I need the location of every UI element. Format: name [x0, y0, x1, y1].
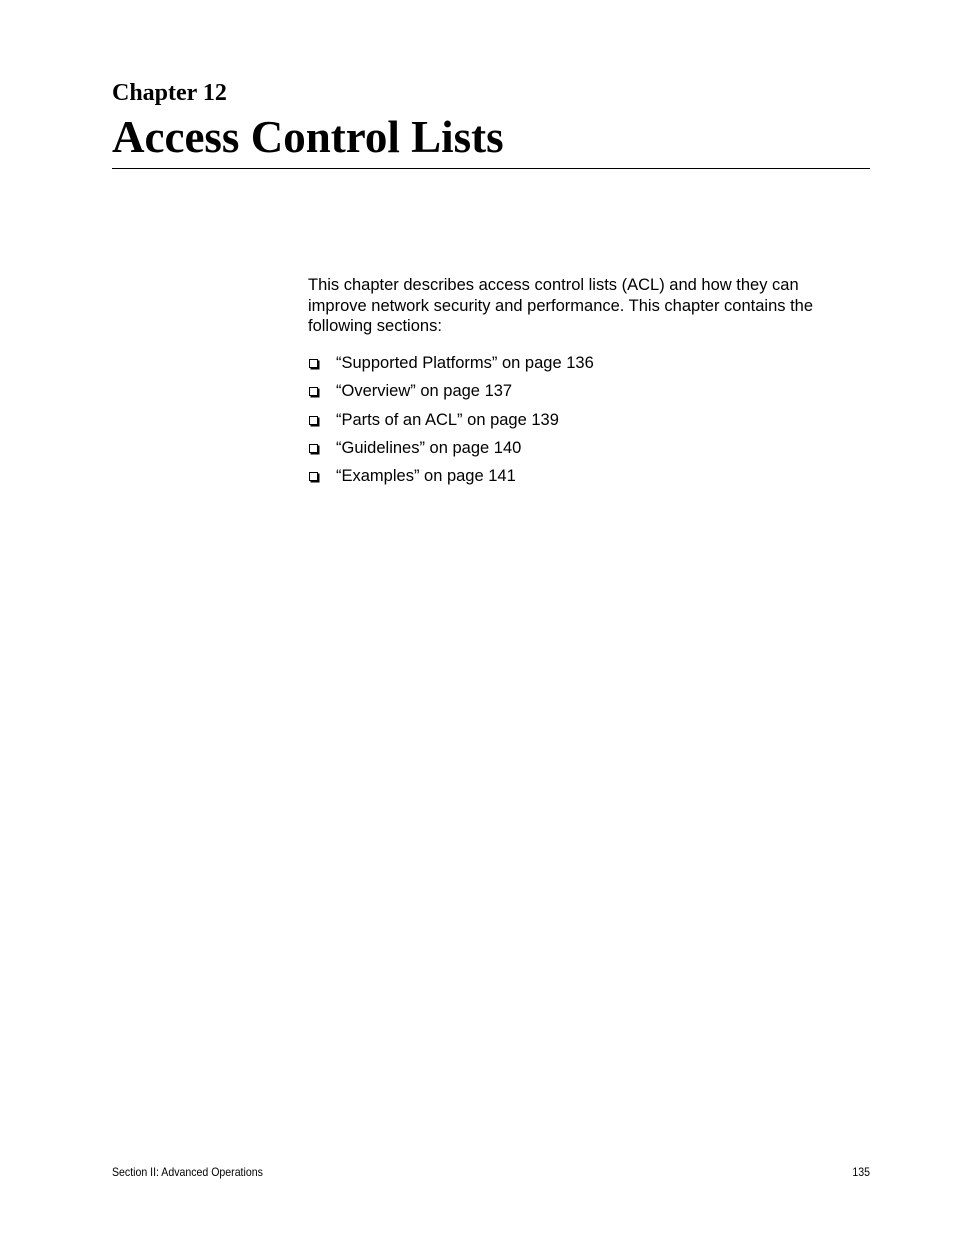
list-item[interactable]: [308, 352, 853, 380]
checkbox-bullet-icon: [308, 465, 336, 487]
section-link[interactable]: “Overview” on page 137: [336, 382, 513, 401]
title-divider: [112, 168, 870, 169]
footer-page-number: 135: [852, 1165, 870, 1179]
chapter-title: Access Control Lists: [112, 112, 504, 162]
list-item[interactable]: [308, 409, 853, 437]
section-link[interactable]: “Parts of an ACL” on page 139: [336, 410, 559, 429]
footer-section-name: Section II: Advanced Operations: [112, 1165, 263, 1179]
section-link[interactable]: “Guidelines” on page 140: [336, 438, 522, 457]
section-link[interactable]: “Supported Platforms” on page 136: [336, 354, 594, 372]
list-item[interactable]: [308, 380, 853, 408]
checkbox-bullet-icon: [308, 352, 336, 374]
section-link[interactable]: “Examples” on page 141: [336, 467, 516, 486]
chapter-label: Chapter 12: [112, 80, 227, 106]
list-item[interactable]: [308, 465, 853, 493]
checkbox-bullet-icon: [308, 437, 336, 459]
chapter-intro-paragraph: This chapter describes access control lists (ACL) and how they can improve network security and performance. This chapter contains the following sections:: [308, 276, 814, 335]
section-list: [308, 352, 853, 493]
list-item[interactable]: [308, 437, 853, 465]
checkbox-bullet-icon: [308, 409, 336, 431]
checkbox-bullet-icon: [308, 380, 336, 402]
